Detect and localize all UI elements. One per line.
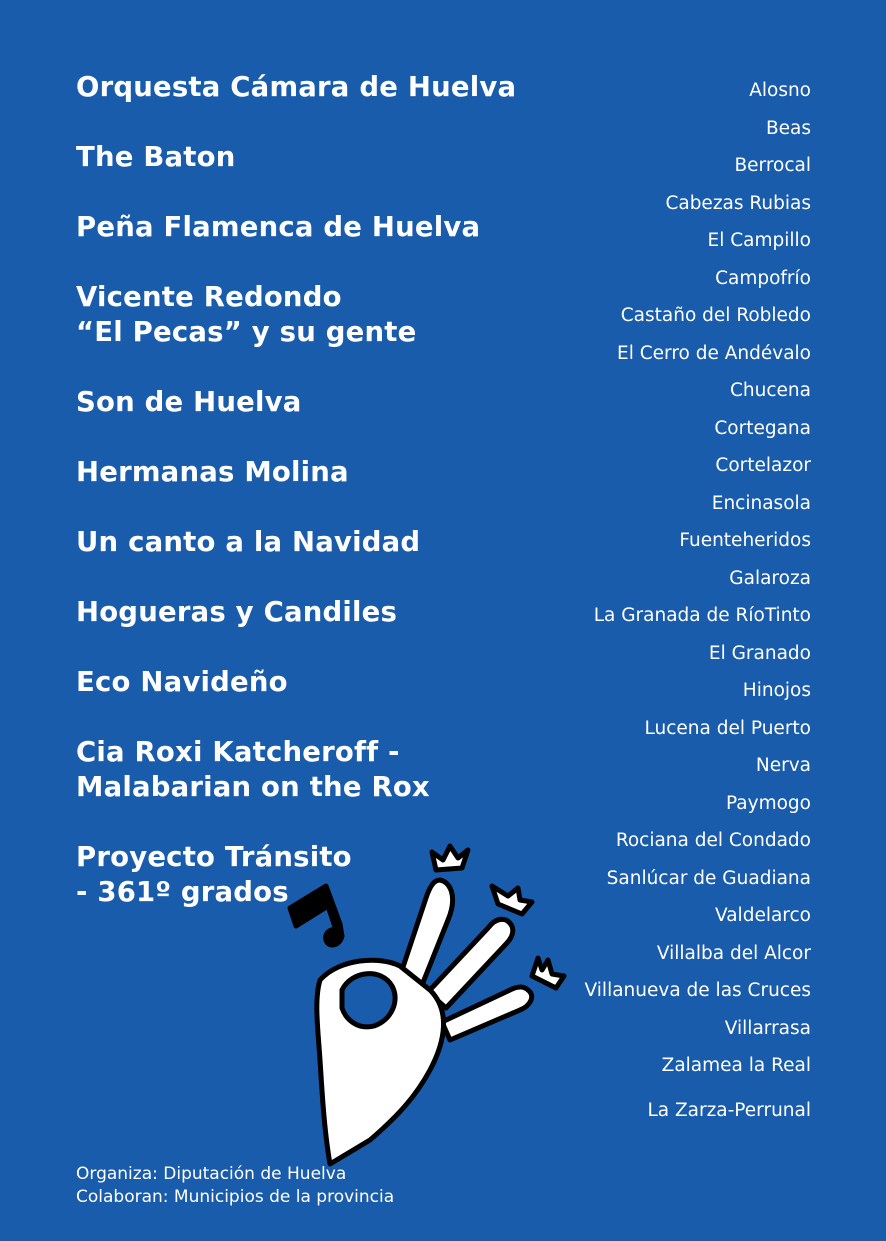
town-item: Encinasola — [711, 492, 811, 514]
act-item: Un canto a la Navidad — [76, 526, 421, 558]
town-item: Rociana del Condado — [615, 830, 811, 851]
act-item: Son de Huelva — [76, 386, 302, 418]
town-item: Galaroza — [729, 567, 811, 589]
town-item: Villalba del Alcor — [656, 942, 811, 964]
town-item: Zalamea la Real — [661, 1055, 811, 1076]
town-item: Berrocal — [734, 155, 811, 176]
town-item: Villanueva de las Cruces — [584, 980, 811, 1001]
footer-organiza: Organiza: Diputación de Huelva — [76, 1164, 347, 1184]
act-item: Hermanas Molina — [76, 456, 349, 488]
town-item: Cabezas Rubias — [665, 192, 811, 214]
town-item: Nerva — [755, 755, 811, 776]
footer-colaboran: Colaboran: Municipios de la provincia — [76, 1187, 395, 1207]
act-item: Hogueras y Candiles — [76, 596, 398, 628]
town-item: Alosno — [749, 80, 811, 101]
footer — [76, 1163, 394, 1209]
town-item: Beas — [765, 117, 811, 139]
act-item: Peña Flamenca de Huelva — [76, 211, 481, 243]
town-item: Valdelarco — [715, 905, 811, 926]
town-item: La Zarza-Perrunal — [647, 1099, 811, 1121]
town-item: El Granado — [708, 642, 811, 664]
act-item: Orquesta Cámara de Huelva — [76, 71, 517, 103]
act-item: The Baton — [76, 141, 236, 173]
town-item: Fuenteheridos — [679, 530, 811, 551]
act-item: Eco Navideño — [76, 666, 288, 698]
act-item: Proyecto Tránsito - 361º grados — [76, 841, 352, 908]
act-item: Cia Roxi Katcheroff - Malabarian on the Rox — [76, 736, 430, 803]
town-item: Hinojos — [742, 680, 811, 701]
town-item: Paymogo — [725, 792, 811, 814]
act-item: Vicente Redondo “El Pecas” y su gente — [76, 281, 417, 348]
town-item: Castaño del Robledo — [620, 305, 811, 326]
town-item: Sanlúcar de Guadiana — [606, 867, 811, 889]
hand-music-note-crowns-icon — [270, 840, 570, 1170]
town-item: Campofrío — [715, 267, 811, 289]
town-item: Cortegana — [714, 417, 811, 439]
town-item: Lucena del Puerto — [644, 717, 811, 739]
town-item: Villarrasa — [724, 1017, 811, 1039]
town-item: El Campillo — [707, 230, 811, 251]
town-item: Cortelazor — [715, 455, 811, 476]
town-item: El Cerro de Andévalo — [617, 342, 811, 364]
town-item: La Granada de RíoTinto — [593, 605, 811, 626]
town-item: Chucena — [730, 380, 811, 401]
